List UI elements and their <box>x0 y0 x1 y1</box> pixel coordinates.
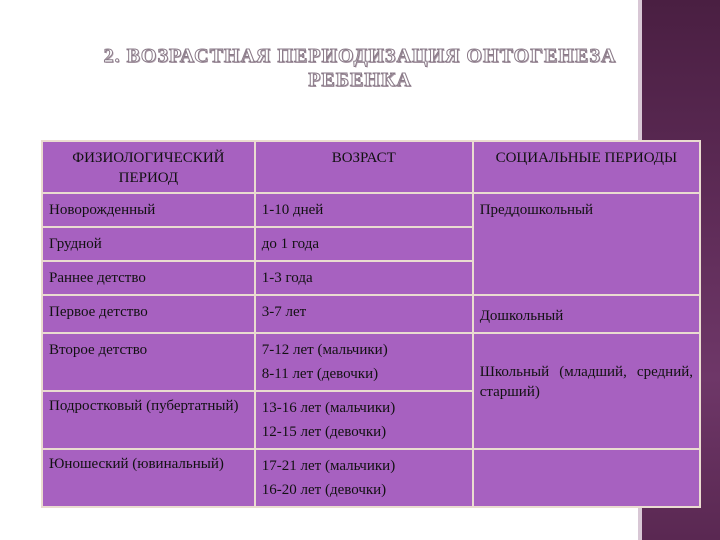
age-cell <box>255 227 473 261</box>
periodization-table <box>41 140 701 508</box>
header-social-periods: СОЦИАЛЬНЫЕ ПЕРИОДЫ <box>473 141 700 193</box>
period-cell: Грудной <box>42 227 255 261</box>
age-cell <box>255 295 473 333</box>
table-row <box>42 295 700 333</box>
age-line: 7-12 лет (мальчики) <box>261 342 388 358</box>
age-line: 3-7 лет <box>261 304 307 320</box>
period-cell: Первое детство <box>42 295 255 333</box>
age-line: 16-20 лет (девочки) <box>261 482 387 498</box>
age-cell <box>255 391 473 449</box>
table-row <box>42 333 700 391</box>
age-line: 17-21 лет (мальчики) <box>261 458 396 474</box>
age-cell <box>255 261 473 295</box>
title-line-2: РЕБЕНКА <box>308 69 412 91</box>
age-cell <box>255 333 473 391</box>
slide-title <box>80 44 640 92</box>
social-period-cell: Преддошкольный <box>473 193 700 295</box>
table-row <box>42 449 700 507</box>
period-cell: Подростковый (пубертатный) <box>42 391 255 449</box>
age-cell <box>255 193 473 227</box>
title-line-1: 2. ВОЗРАСТНАЯ ПЕРИОДИЗАЦИЯ ОНТОГЕНЕЗА <box>103 45 617 67</box>
age-line: 12-15 лет (девочки) <box>261 424 387 440</box>
table-header-row <box>42 141 700 193</box>
period-cell: Новорожденный <box>42 193 255 227</box>
table-row <box>42 193 700 227</box>
age-line: 13-16 лет (мальчики) <box>261 400 396 416</box>
social-period-cell: Школьный (младший, средний, старший) <box>473 333 700 449</box>
header-physiological-period: ФИЗИОЛОГИЧЕСКИЙ ПЕРИОД <box>42 141 255 193</box>
social-period-cell: Дошкольный <box>473 295 700 333</box>
age-line: 1-3 года <box>261 270 313 286</box>
age-cell <box>255 449 473 507</box>
period-cell: Второе детство <box>42 333 255 391</box>
age-line: 8-11 лет (девочки) <box>261 366 379 382</box>
age-line: 1-10 дней <box>261 202 324 218</box>
age-line: до 1 года <box>261 236 320 252</box>
social-period-cell-empty <box>473 449 700 507</box>
period-cell: Раннее детство <box>42 261 255 295</box>
period-cell: Юношеский (ювинальный) <box>42 449 255 507</box>
header-age: ВОЗРАСТ <box>255 141 473 193</box>
